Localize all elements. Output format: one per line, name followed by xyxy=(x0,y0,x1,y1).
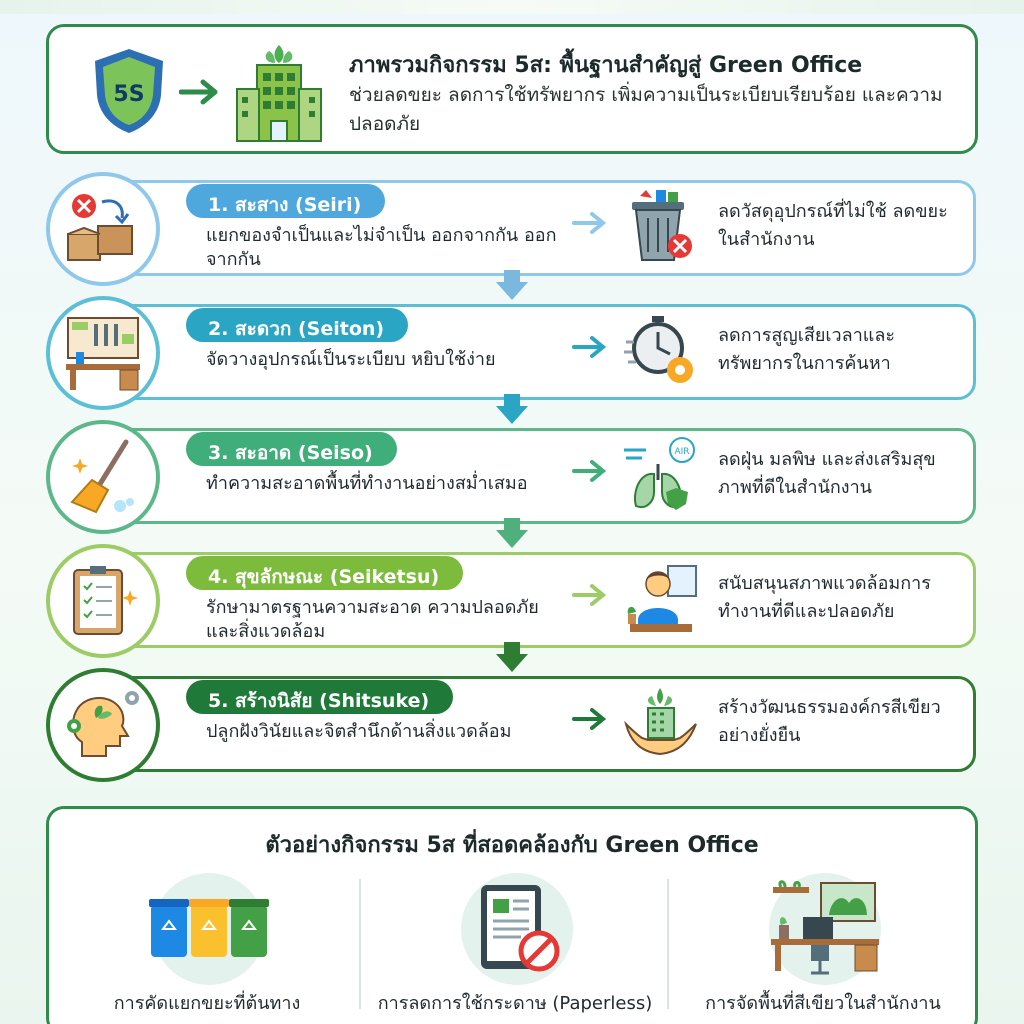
arrow-right-icon xyxy=(572,458,610,484)
paperless-tablet-icon xyxy=(451,879,583,979)
tool-board-icon xyxy=(62,312,144,394)
arrow-down-icon xyxy=(496,270,528,300)
step-result: ลดฝุ่น มลพิษ และส่งเสริมสุขภาพที่ดีในสำนักงาน xyxy=(718,449,936,498)
step-result: ลดการสูญเสียเวลาและทรัพยากรในการค้นหา xyxy=(718,325,896,374)
step-seiri xyxy=(46,178,978,278)
hands-plant-building-icon xyxy=(622,684,700,762)
top-band xyxy=(0,0,1024,14)
step-icon-circle xyxy=(46,172,160,286)
step-desc: ทำความสะอาดพื้นที่ทำงานอย่างสม่ำเสมอ xyxy=(206,473,528,494)
step-desc: ปลูกฝังวินัยและจิตสำนึกด้านสิ่งแวดล้อม xyxy=(206,721,512,742)
example-label: การจัดพื้นที่สีเขียวในสำนักงาน xyxy=(705,993,941,1014)
arrow-right-icon xyxy=(572,706,610,732)
svg-text:5S: 5S xyxy=(113,82,145,107)
example-item xyxy=(57,873,357,1024)
example-item xyxy=(365,873,665,1024)
arrow-right-icon xyxy=(572,210,610,236)
example-item xyxy=(673,873,973,1024)
step-title: 5. สร้างนิสัย (Shitsuke) xyxy=(186,680,453,714)
step-title: 2. สะดวก (Seiton) xyxy=(186,308,408,342)
arrow-right-icon xyxy=(572,582,610,608)
overview-title: ภาพรวมกิจกรรม 5ส: พื้นฐานสำคัญสู่ Green Office xyxy=(349,53,863,78)
step-desc: จัดวางอุปกรณ์เป็นระเบียบ หยิบใช้ง่าย xyxy=(206,349,496,370)
broom-icon xyxy=(62,436,144,518)
clock-gear-icon xyxy=(622,312,700,390)
step-icon-circle xyxy=(46,420,160,534)
divider xyxy=(667,879,669,1009)
step-title: 1. สะสาง (Seiri) xyxy=(186,184,385,218)
example-label: การลดการใช้กระดาษ (Paperless) xyxy=(377,993,653,1014)
trash-bin-icon xyxy=(622,188,700,266)
step-desc: แยกของจำเป็นและไม่จำเป็น ออกจากกัน ออกจากกัน xyxy=(206,225,557,270)
step-result: ลดวัสดุอุปกรณ์ที่ไม่ใช้ ลดขยะในสำนักงาน xyxy=(718,201,948,250)
step-icon-circle xyxy=(46,296,160,410)
office-worker-icon xyxy=(622,560,700,638)
shield-5s-icon xyxy=(89,45,169,137)
step-result: สนับสนุนสภาพแวดล้อมการทำงานที่ดีและปลอดภัย xyxy=(718,573,931,622)
step-seiso xyxy=(46,426,978,526)
step-title: 3. สะอาด (Seiso) xyxy=(186,432,397,466)
step-title: 4. สุขลักษณะ (Seiketsu) xyxy=(186,556,463,590)
step-icon-circle xyxy=(46,544,160,658)
overview-card xyxy=(46,24,978,154)
step-seiton xyxy=(46,302,978,402)
step-shitsuke xyxy=(46,674,978,774)
arrow-down-icon xyxy=(496,518,528,548)
arrow-right-icon xyxy=(572,334,610,360)
clipboard-checklist-icon xyxy=(62,560,144,642)
arrow-right-icon xyxy=(179,77,223,107)
lungs-air-icon xyxy=(622,436,700,514)
arrow-down-icon xyxy=(496,642,528,672)
recycle-bins-icon xyxy=(143,879,275,979)
green-building-icon xyxy=(229,41,329,145)
step-icon-circle xyxy=(46,668,160,782)
examples-title: ตัวอย่างกิจกรรม 5ส ที่สอดคล้องกับ Green Office xyxy=(265,833,759,858)
svg-text:AIR: AIR xyxy=(674,447,690,457)
step-result: สร้างวัฒนธรรมองค์กรสีเขียวอย่างยั่งยืน xyxy=(718,697,941,746)
step-seiketsu xyxy=(46,550,978,650)
sort-boxes-icon xyxy=(62,188,144,270)
head-gears-icon xyxy=(62,684,144,766)
arrow-down-icon xyxy=(496,394,528,424)
step-desc: รักษามาตรฐานความสะอาด ความปลอดภัย และสิ่งแวดล้อม xyxy=(206,597,539,642)
divider xyxy=(359,879,361,1009)
green-workspace-icon xyxy=(759,879,891,979)
overview-desc: ช่วยลดขยะ ลดการใช้ทรัพยากร เพิ่มความเป็นระเบียบเรียบร้อย และความปลอดภัย xyxy=(349,84,943,135)
examples-card xyxy=(46,806,978,1024)
example-label: การคัดแยกขยะที่ต้นทาง xyxy=(113,993,301,1014)
